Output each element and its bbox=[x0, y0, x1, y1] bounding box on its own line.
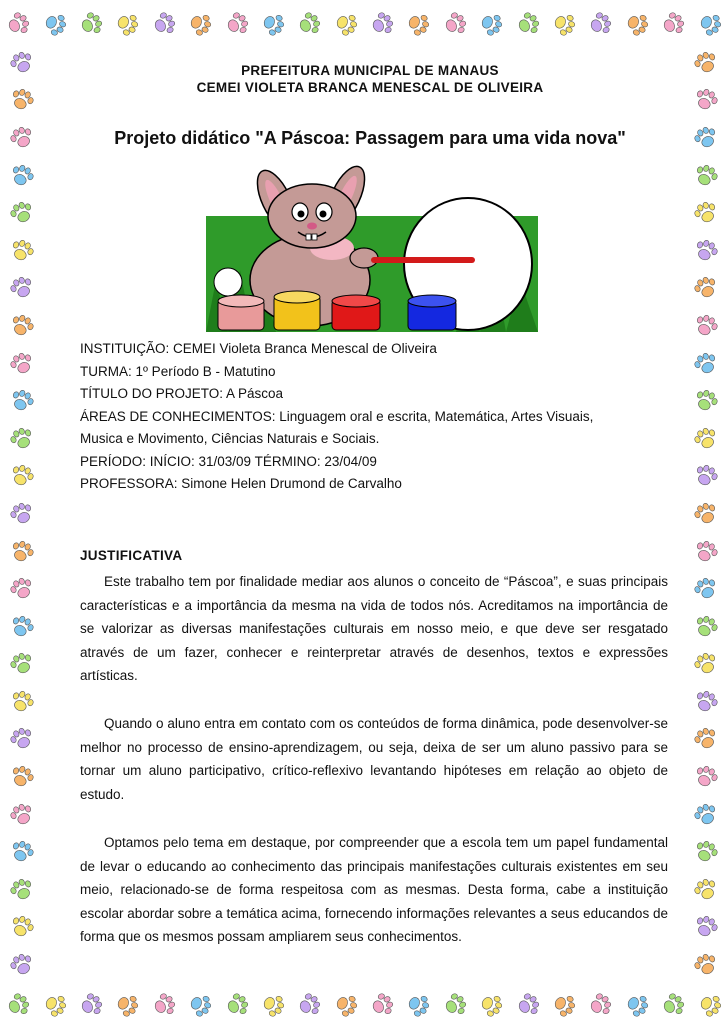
paw-print-icon bbox=[693, 765, 719, 789]
info-areas-line-1: ÁREAS DE CONHECIMENTOS: Linguagem oral e escrita, Matemática, Artes Visuais, bbox=[80, 408, 594, 424]
paw-print-icon bbox=[9, 314, 35, 338]
info-turma: TURMA: 1º Período B - Matutino bbox=[80, 363, 276, 379]
paw-border-bottom bbox=[0, 985, 728, 1025]
paw-print-icon bbox=[442, 993, 468, 1017]
justificativa-paragraph-2: Quando o aluno entra em contato com os conteúdos de forma dinâmica, pode desenvolver-se melhor no processo de ensino-aprendizagem, ou seja, deixa de ser um aluno passivo para se tornar um aluno participativo, crítico-reflexivo levantando hipóteses em relação ao objeto de estudo. bbox=[80, 716, 668, 802]
paw-print-icon bbox=[9, 953, 35, 977]
paw-print-icon bbox=[9, 164, 35, 188]
paw-print-icon bbox=[296, 993, 322, 1017]
paw-print-icon bbox=[478, 12, 504, 36]
info-professora: PROFESSORA: Simone Helen Drumond de Carvalho bbox=[80, 476, 402, 491]
paw-print-icon bbox=[9, 464, 35, 488]
paw-print-icon bbox=[442, 12, 468, 36]
paw-print-icon bbox=[693, 727, 719, 751]
paw-print-icon bbox=[660, 12, 686, 36]
paw-print-icon bbox=[693, 239, 719, 263]
paw-print-icon bbox=[5, 12, 31, 36]
paw-print-icon bbox=[693, 88, 719, 112]
paw-print-icon bbox=[693, 427, 719, 451]
paw-print-icon bbox=[9, 803, 35, 827]
paw-print-icon bbox=[693, 540, 719, 564]
paw-print-icon bbox=[693, 953, 719, 977]
paw-print-icon bbox=[9, 389, 35, 413]
paw-print-icon bbox=[260, 12, 286, 36]
paw-print-icon bbox=[9, 88, 35, 112]
paw-print-icon bbox=[693, 51, 719, 75]
header-line-1: PREFEITURA MUNICIPAL DE MANAUS bbox=[241, 63, 499, 78]
easter-bunny-illustration bbox=[206, 160, 538, 332]
paw-border-top bbox=[0, 4, 728, 44]
paint-pots bbox=[218, 291, 456, 330]
paw-print-icon bbox=[9, 577, 35, 601]
paw-print-icon bbox=[369, 993, 395, 1017]
paw-print-icon bbox=[9, 615, 35, 639]
paw-print-icon bbox=[693, 577, 719, 601]
info-instituicao: INSTITUIÇÃO: CEMEI Violeta Branca Menescal de Oliveira bbox=[80, 341, 437, 356]
paw-print-icon bbox=[78, 12, 104, 36]
paw-print-icon bbox=[151, 993, 177, 1017]
paw-print-icon bbox=[693, 464, 719, 488]
paw-print-icon bbox=[478, 993, 504, 1017]
paw-print-icon bbox=[296, 12, 322, 36]
paw-print-icon bbox=[624, 993, 650, 1017]
paw-print-icon bbox=[697, 993, 723, 1017]
project-title: Projeto didático "A Páscoa: Passagem para uma vida nova" bbox=[114, 128, 626, 148]
paw-print-icon bbox=[693, 915, 719, 939]
info-titulo: TÍTULO DO PROJETO: A Páscoa bbox=[80, 386, 284, 401]
paw-print-icon bbox=[693, 652, 719, 676]
paw-print-icon bbox=[151, 12, 177, 36]
paw-print-icon bbox=[693, 690, 719, 714]
info-periodo: PERÍODO: INÍCIO: 31/03/09 TÉRMINO: 23/04/09 bbox=[80, 453, 377, 469]
paw-border-left bbox=[2, 44, 42, 984]
paw-print-icon bbox=[260, 993, 286, 1017]
paw-print-icon bbox=[693, 840, 719, 864]
justificativa-paragraph-1: Este trabalho tem por finalidade mediar aos alunos o conceito de “Páscoa”, e suas principais características e a importância da mesma na vida de todos nós. Acreditamos na importância de se valorizar as diversas manifestações culturais em nosso meio, e que deve ser resgatado através de um fazer, conhecer e reinterpretar através de desenhos, textos e expressões artísticas. bbox=[80, 574, 668, 683]
paw-print-icon bbox=[42, 993, 68, 1017]
paw-print-icon bbox=[693, 352, 719, 376]
paw-print-icon bbox=[9, 502, 35, 526]
paw-print-icon bbox=[9, 840, 35, 864]
paw-print-icon bbox=[9, 126, 35, 150]
paw-print-icon bbox=[515, 993, 541, 1017]
paw-print-icon bbox=[551, 993, 577, 1017]
paw-print-icon bbox=[187, 12, 213, 36]
paw-print-icon bbox=[693, 276, 719, 300]
paw-print-icon bbox=[9, 352, 35, 376]
project-info bbox=[80, 338, 670, 496]
paw-print-icon bbox=[187, 993, 213, 1017]
paw-print-icon bbox=[78, 993, 104, 1017]
paw-print-icon bbox=[9, 727, 35, 751]
paw-print-icon bbox=[551, 12, 577, 36]
paw-print-icon bbox=[515, 12, 541, 36]
paw-print-icon bbox=[224, 12, 250, 36]
paw-print-icon bbox=[9, 201, 35, 225]
paw-print-icon bbox=[333, 12, 359, 36]
justificativa-paragraph-3: Optamos pelo tema em destaque, por compreender que a escola tem um papel fundamental de levar o educando ao conhecimento das principais manifestações culturais existentes em seu meio, relacionado-se de forma respeitosa com as mesmas. Desta forma, cabe a instituição escolar abordar sobre a temática acima, fornecendo informações relevantes a seus educandos de forma que os mesmos possam ampliarem seus conhecimentos. bbox=[80, 835, 668, 944]
paw-print-icon bbox=[9, 878, 35, 902]
paw-print-icon bbox=[587, 993, 613, 1017]
paw-print-icon bbox=[9, 239, 35, 263]
paw-print-icon bbox=[693, 615, 719, 639]
justificativa-heading: JUSTIFICATIVA bbox=[80, 548, 183, 563]
paw-print-icon bbox=[697, 12, 723, 36]
header-line-2: CEMEI VIOLETA BRANCA MENESCAL DE OLIVEIRA bbox=[196, 80, 544, 95]
paw-print-icon bbox=[693, 164, 719, 188]
paw-print-icon bbox=[9, 765, 35, 789]
paw-print-icon bbox=[587, 12, 613, 36]
paw-print-icon bbox=[9, 51, 35, 75]
paw-print-icon bbox=[9, 427, 35, 451]
paw-print-icon bbox=[9, 652, 35, 676]
paw-print-icon bbox=[693, 389, 719, 413]
paw-print-icon bbox=[693, 502, 719, 526]
paw-print-icon bbox=[333, 993, 359, 1017]
paw-print-icon bbox=[369, 12, 395, 36]
paw-border-right bbox=[686, 44, 726, 984]
document-header bbox=[160, 62, 580, 96]
paw-print-icon bbox=[405, 993, 431, 1017]
paw-print-icon bbox=[9, 540, 35, 564]
paw-print-icon bbox=[114, 993, 140, 1017]
paw-print-icon bbox=[693, 803, 719, 827]
paw-print-icon bbox=[624, 12, 650, 36]
paw-print-icon bbox=[9, 276, 35, 300]
paw-print-icon bbox=[224, 993, 250, 1017]
paw-print-icon bbox=[693, 314, 719, 338]
paw-print-icon bbox=[42, 12, 68, 36]
paw-print-icon bbox=[660, 993, 686, 1017]
paw-print-icon bbox=[693, 126, 719, 150]
paw-print-icon bbox=[9, 915, 35, 939]
paw-print-icon bbox=[693, 878, 719, 902]
paw-print-icon bbox=[405, 12, 431, 36]
paw-print-icon bbox=[9, 690, 35, 714]
paw-print-icon bbox=[693, 201, 719, 225]
paw-print-icon bbox=[5, 993, 31, 1017]
info-areas-line-2: Musica e Movimento, Ciências Naturais e Sociais. bbox=[80, 431, 380, 446]
paw-print-icon bbox=[114, 12, 140, 36]
